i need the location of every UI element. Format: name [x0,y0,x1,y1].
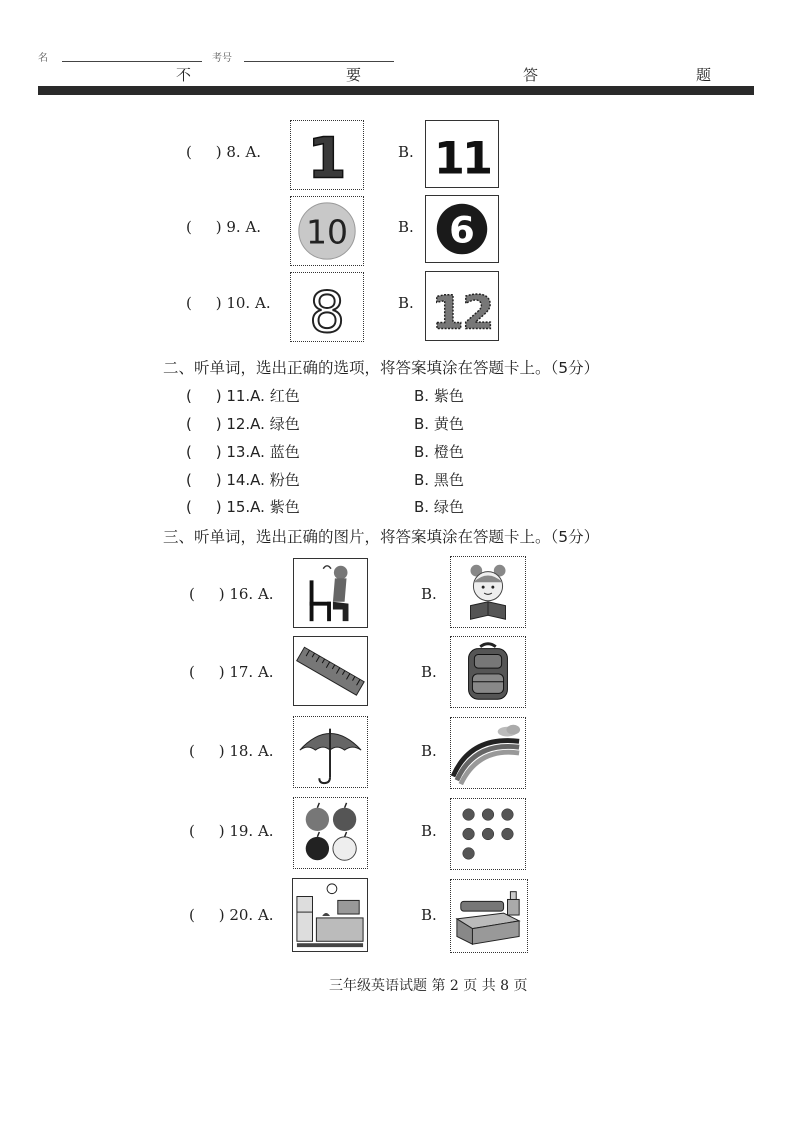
option-a-label-10: A. [254,294,271,312]
option-9b-picture[interactable] [425,195,499,263]
number-ten-digit: 10 [305,212,349,252]
girl-reading-icon [451,557,525,627]
bedroom-icon [451,880,527,952]
option-8b-picture[interactable] [425,120,499,188]
question-row-13[interactable]: ( ) 13.A. 蓝色 [186,443,300,461]
question-row-12[interactable]: ( ) 12.A. 绿色 [186,415,300,433]
answer-paren-8[interactable]: ( ) 8. A. [186,143,262,161]
ruler-icon [294,637,367,705]
answer-paren-19[interactable]: ( ) 19. A. [189,822,274,840]
option-b-label-19: B. [421,822,437,840]
name-underline [62,61,202,62]
option-20a-picture[interactable] [292,878,368,952]
option-b-label-10: B. [398,294,414,312]
number-eight-digit: 8 [309,280,345,341]
answer-paren-20[interactable]: ( ) 20. A. [189,906,274,924]
rainbow-icon [451,718,525,788]
sitting-person-icon [294,559,367,627]
option-a-label-8: A. [245,143,262,161]
page-footer: 三年级英语试题 第 2 页 共 8 页 [329,978,528,994]
question-number-9: 9. [226,218,241,236]
option-b-label-17: B. [421,663,437,681]
option-b-label-16: B. [421,585,437,603]
option-17b-picture[interactable] [450,636,526,708]
option-a-label-9: A. [245,218,262,236]
notice-char-2: 要 [346,66,363,84]
option-b-14[interactable]: B. 黑色 [414,471,464,489]
question-row-15[interactable]: ( ) 15.A. 紫色 [186,498,300,516]
option-b-label-8: B. [398,143,414,161]
seven-apples-icon [451,799,525,869]
option-b-15[interactable]: B. 绿色 [414,498,464,516]
option-19a-picture[interactable] [293,797,368,869]
four-apples-icon [294,798,367,868]
backpack-icon [451,637,525,707]
option-18b-picture[interactable] [450,717,526,789]
option-10a-picture[interactable] [290,272,364,342]
notice-char-3: 答 [523,66,540,84]
section-three-title: 三、听单词，选出正确的图片，将答案填涂在答题卡上。（5分） [163,528,600,546]
option-18a-picture[interactable] [293,716,368,788]
header-divider-bar [38,86,754,95]
option-b-label-18: B. [421,742,437,760]
option-17a-picture[interactable] [293,636,368,706]
option-8a-picture[interactable] [290,120,364,190]
option-b-label-20: B. [421,906,437,924]
number-twelve-digit: 12 [431,285,493,340]
option-20b-picture[interactable] [450,879,528,953]
question-number-8: 8. [226,143,241,161]
option-b-11[interactable]: B. 紫色 [414,387,464,405]
notice-char-4: 题 [696,66,713,84]
answer-paren-16[interactable]: ( ) 16. A. [189,585,274,603]
option-16b-picture[interactable] [450,556,526,628]
answer-paren-10[interactable]: ( ) 10. A. [186,294,271,312]
number-one-digit: 1 [307,126,347,189]
section-two-title: 二、听单词，选出正确的选项，将答案填涂在答题卡上。（5分） [163,359,600,377]
answer-paren-9[interactable]: ( ) 9. A. [186,218,262,236]
option-19b-picture[interactable] [450,798,526,870]
option-b-label-9: B. [398,218,414,236]
kitchen-icon [293,879,367,951]
exam-number-label: 考号 [212,53,232,64]
question-row-11[interactable]: ( ) 11.A. 红色 [186,387,300,405]
number-six-digit: 6 [449,208,475,252]
option-b-13[interactable]: B. 橙色 [414,443,464,461]
answer-paren-18[interactable]: ( ) 18. A. [189,742,274,760]
option-b-12[interactable]: B. 黄色 [414,415,464,433]
question-number-10: 10. [226,294,251,312]
number-eleven-digit: 11 [433,132,491,185]
option-16a-picture[interactable] [293,558,368,628]
option-10b-picture[interactable] [425,271,499,341]
answer-paren-17[interactable]: ( ) 17. A. [189,663,274,681]
question-row-14[interactable]: ( ) 14.A. 粉色 [186,471,300,489]
notice-char-1: 不 [176,66,193,84]
umbrella-icon [294,717,367,787]
name-label: 名 [38,53,48,64]
option-9a-picture[interactable] [290,196,364,266]
exam-number-underline [244,61,394,62]
